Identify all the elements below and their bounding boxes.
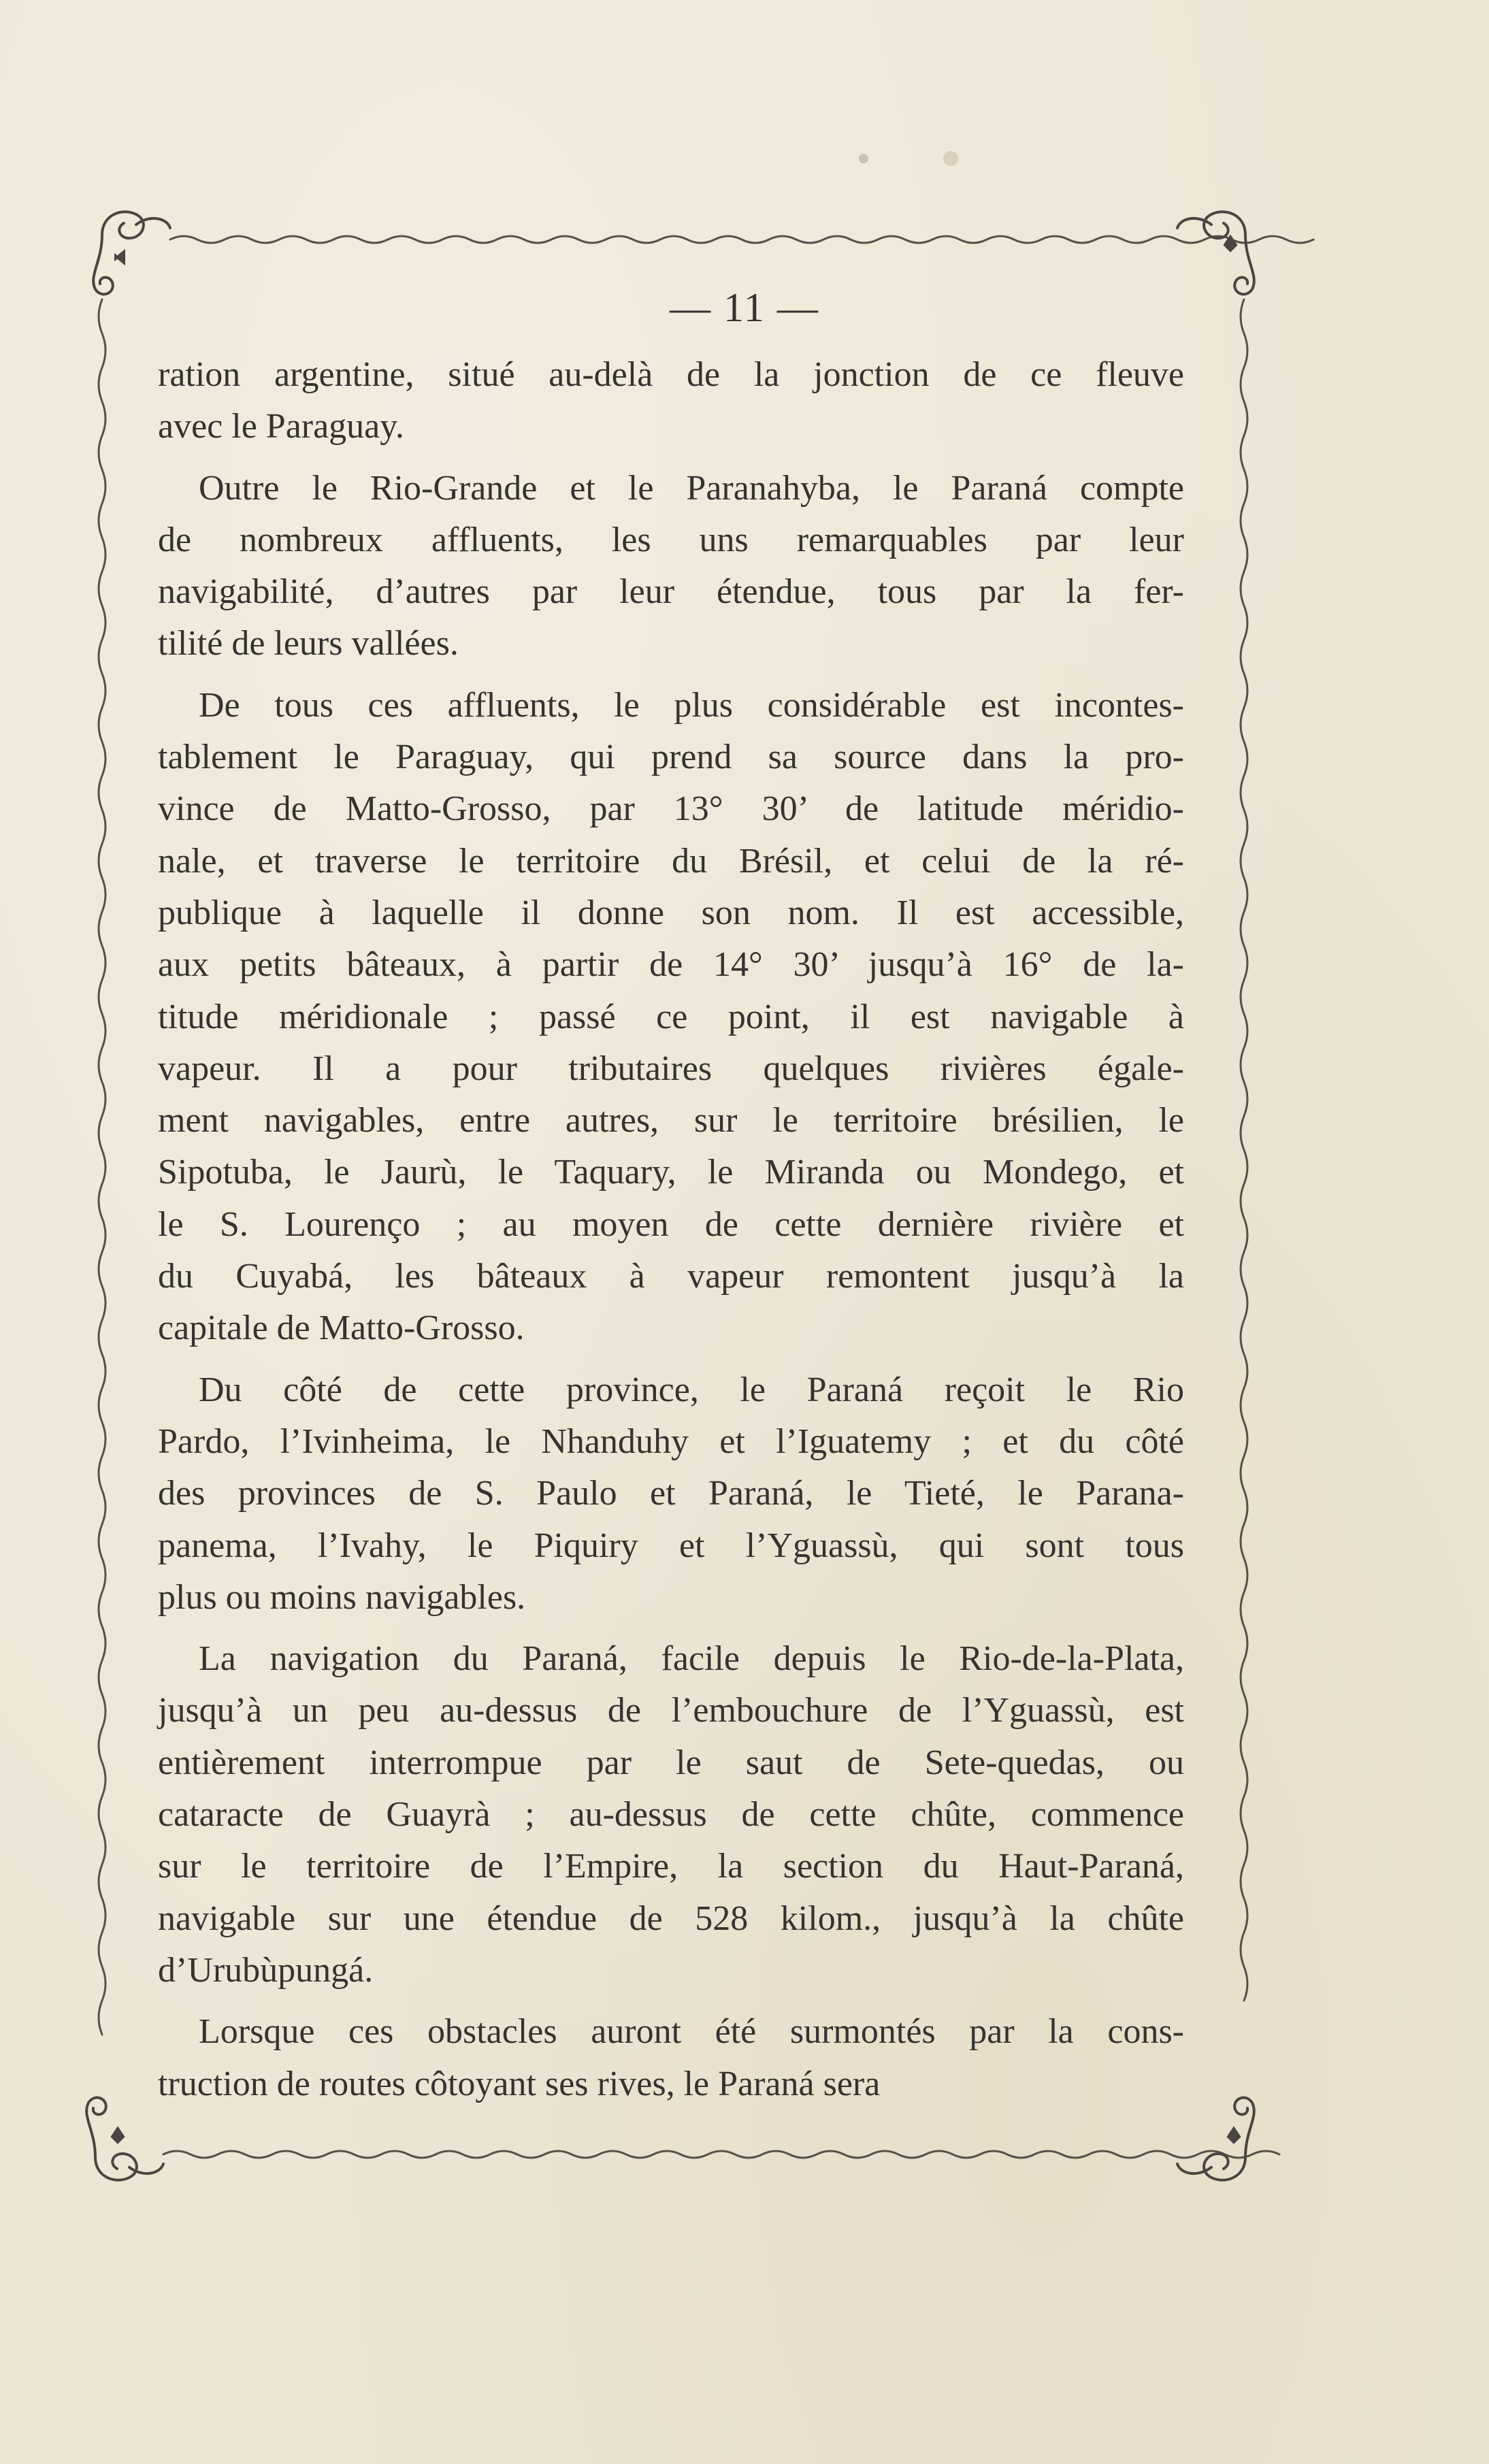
paragraph [158,463,1184,670]
text-line: vince de Matto-Grosso, par 13° 30’ de latitude méridio- [158,789,1184,829]
text-line: le S. Lourenço ; au moyen de cette dernière rivière et [158,1204,1184,1244]
text-line: nale, et traverse le territoire du Brésil, et celui de la ré- [158,841,1184,881]
text-line: des provinces de S. Paulo et Paraná, le Tieté, le Parana- [158,1474,1184,1513]
text-line: vapeur. Il a pour tributaires quelques rivières égale- [158,1049,1184,1088]
text-line: Pardo, l’Ivinheima, le Nhanduhy et l’Iguatemy ; et du côté [158,1422,1184,1461]
body-text [158,349,1184,2120]
text-line: d’Urubùpungá. [158,1950,374,1990]
text-line: plus ou moins navigables. [158,1577,526,1617]
text-line: navigabilité, d’autres par leur étendue, tous par la fer- [158,572,1184,612]
corner-flourish-bottom-right [1177,2098,1254,2180]
text-line: ment navigables, entre autres, sur le territoire brésilien, le [158,1101,1184,1140]
text-line: Lorsque ces obstacles auront été surmontés par la cons- [199,2012,1184,2052]
text-line: truction de routes côtoyant ses rives, le Paraná sera [158,2064,881,2103]
text-line: Du côté de cette province, le Paraná reçoit le Rio [199,1370,1184,1409]
text-line: capitale de Matto-Grosso. [158,1309,525,1348]
text-line: publique à laquelle il donne son nom. Il est accessible, [158,893,1184,932]
text-line: de nombreux affluents, les uns remarquables par leur [158,520,1184,559]
paragraph [158,1633,1184,1997]
corner-flourish-bottom-left [86,2098,163,2180]
border-top-rule [170,236,1313,243]
text-line: ration argentine, situé au-delà de la jonction de ce fleuve [158,355,1184,394]
text-line: Sipotuba, le Jaurù, le Taquary, le Miranda ou Mondego, et [158,1153,1184,1192]
text-line: entièrement interrompue par le saut de Sete-quedas, ou [158,1743,1184,1782]
text-line: navigable sur une étendue de 528 kilom., jusqu’à la chûte [158,1899,1184,1938]
corner-flourish-top-right [1177,212,1254,294]
paragraph [158,2006,1184,2110]
paragraph [158,1364,1184,1624]
text-line: titude méridionale ; passé ce point, il est navigable à [158,997,1184,1036]
text-line: La navigation du Paraná, facile depuis le Rio-de-la-Plata, [199,1639,1184,1679]
text-line: Outre le Rio-Grande et le Paranahyba, le Paraná compte [199,468,1184,508]
text-line: jusqu’à un peu au-dessus de l’embouchure de l’Yguassù, est [158,1691,1184,1730]
paragraph [158,680,1184,1355]
page-number: — 11 — [670,285,819,330]
text-line: De tous ces affluents, le plus considérable est incontes- [199,685,1184,725]
text-line: avec le Paraguay. [158,407,404,446]
border-left-rule [99,299,105,2035]
border-right-rule [1241,299,1247,2001]
text-line: du Cuyabá, les bâteaux à vapeur remontent jusqu’à la [158,1257,1184,1296]
text-line: tilité de leurs vallées. [158,624,459,663]
text-line: panema, l’Ivahy, le Piquiry et l’Yguassù, qui sont tous [158,1526,1184,1565]
text-line: cataracte de Guayrà ; au-dessus de cette chûte, commence [158,1795,1184,1835]
paragraph [158,349,1184,453]
border-bottom-rule [163,2151,1279,2158]
text-line: sur le territoire de l’Empire, la section du Haut-Paraná, [158,1847,1184,1886]
text-line: aux petits bâteaux, à partir de 14° 30’ jusqu’à 16° de la- [158,945,1184,985]
text-line: tablement le Paraguay, qui prend sa source dans la pro- [158,738,1184,777]
corner-flourish-top-left [93,212,170,294]
